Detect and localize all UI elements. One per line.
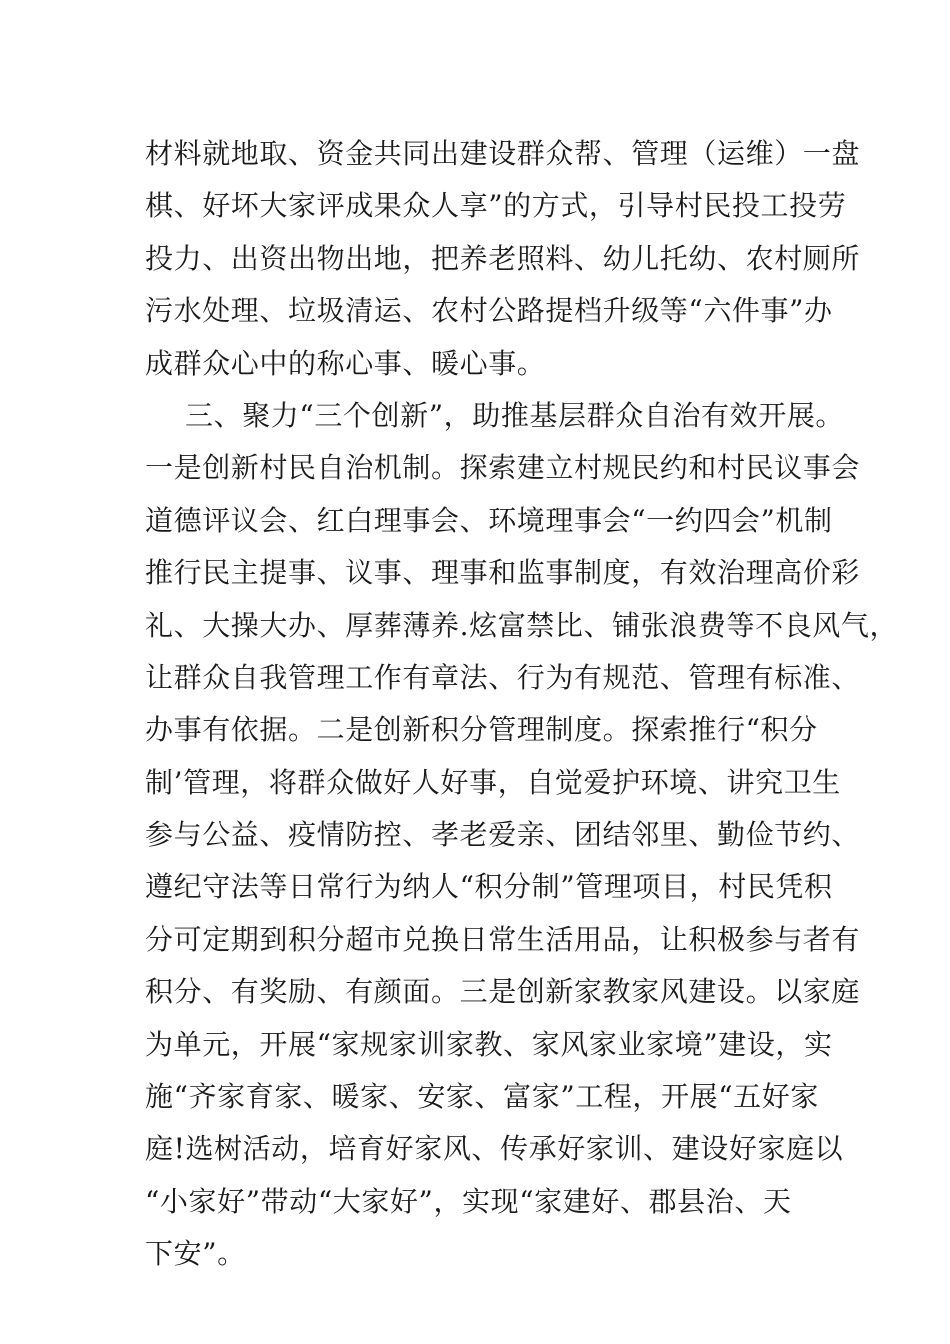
text-line: 礼、大操大办、厚葬薄养.炫富禁比、铺张浪费等不良风气， xyxy=(145,608,899,642)
text-line: 办事有依据。二是创新积分管理制度。探索推行“积分 xyxy=(145,713,818,747)
text-line: 为单元，开展“家规家训家教、家风家业家境”建设，实 xyxy=(145,1027,833,1061)
text-line: 遵纪守法等日常行为纳人“积分制”管理项目，村民凭积 xyxy=(145,870,833,904)
section-heading: 三、聚力“三个创新”，助推基层群众自治有效开展。 xyxy=(185,398,845,432)
text-line: 分可定期到积分超市兑换日常生活用品，让积极参与者有 xyxy=(145,922,861,956)
text-line: 让群众自我管理工作有章法、行为有规范、管理有标准、 xyxy=(145,660,861,694)
text-line: “小家好”带动“大家好”，实现“家建好、郡县治、天 xyxy=(145,1184,792,1218)
text-line: 污水处理、垃圾清运、农村公路提档升级等“六件事”办 xyxy=(145,294,833,328)
text-line: 棋、好坏大家评成果众人享”的方式，引导村民投工投劳 xyxy=(145,189,847,223)
text-line: 道德评议会、红白理事会、环境理事会“一约四会”机制 xyxy=(145,503,833,537)
text-line: 庭!选树活动，培育好家风、传承好家训、建设好家庭以 xyxy=(145,1132,844,1166)
text-line: 积分、有奖励、有颜面。三是创新家教家风建设。以家庭 xyxy=(145,975,861,1009)
text-line: 投力、出资出物出地，把养老照料、幼儿托幼、农村厕所 xyxy=(145,241,861,275)
text-line: 材料就地取、资金共同出建设群众帮、管理（运维）一盘 xyxy=(145,137,861,170)
text-line: 一是创新村民自治机制。探索建立村规民约和村民议事会 xyxy=(145,451,861,485)
text-line: 下安”。 xyxy=(145,1237,246,1271)
text-line: 参与公益、疫情防控、孝老爱亲、团结邻里、勤俭节约、 xyxy=(145,818,861,852)
text-line: 施“齐家育家、暖家、安家、富家”工程，开展“五好家 xyxy=(145,1080,819,1114)
text-line: 推行民主提事、议事、理事和监事制度，有效治理高价彩 xyxy=(145,556,861,590)
text-line: 成群众心中的称心事、暖心事。 xyxy=(145,346,546,380)
body-text xyxy=(145,128,899,1281)
text-line: 制’管理，将群众做好人好事，自觉爱护环境、讲究卫生 xyxy=(145,765,841,799)
